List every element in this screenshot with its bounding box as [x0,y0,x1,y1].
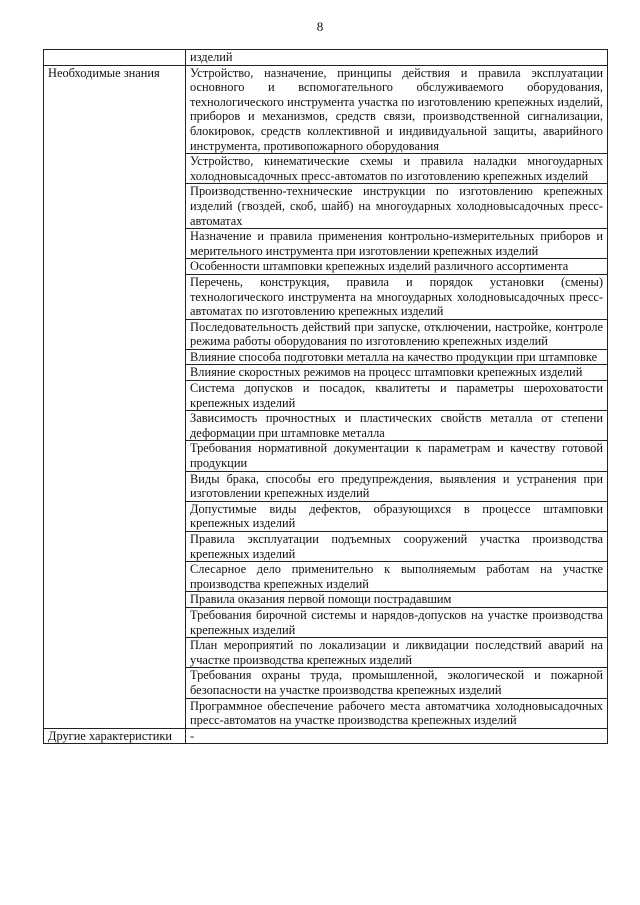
knowledge-item: Последовательность действий при запуске, отключении, настройке, контроле режима работы оборудования по изготовлению крепежных изделий [186,319,608,349]
knowledge-item: Требования охраны труда, промышленной, экологической и пожарной безопасности на участке производства крепежных изделий [186,668,608,698]
knowledge-item: Зависимость прочностных и пластических свойств металла от степени деформации при штамповке металла [186,411,608,441]
knowledge-item: Правила эксплуатации подъемных сооружений участка производства крепежных изделий [186,532,608,562]
table-row [44,50,608,66]
qualification-table [43,49,608,744]
table-row [44,65,608,154]
other-characteristics-label: Другие характеристики [44,728,186,744]
continuation-cell: изделий [186,50,608,66]
knowledge-item: Влияние скоростных режимов на процесс штамповки крепежных изделий [186,365,608,381]
knowledge-item: План мероприятий по локализации и ликвидации последствий аварий на участке производства крепежных изделий [186,638,608,668]
empty-label-cell [44,50,186,66]
knowledge-item: Требования бирочной системы и нарядов-допусков на участке производства крепежных изделий [186,607,608,637]
knowledge-item: Слесарное дело применительно к выполняемым работам на участке производства крепежных изделий [186,562,608,592]
knowledge-item: Влияние способа подготовки металла на качество продукции при штамповке [186,349,608,365]
knowledge-item: Виды брака, способы его предупреждения, выявления и устранения при изготовлении крепежных изделий [186,471,608,501]
knowledge-item: Требования нормативной документации к параметрам и качеству готовой продукции [186,441,608,471]
knowledge-item: Система допусков и посадок, квалитеты и параметры шероховатости крепежных изделий [186,381,608,411]
knowledge-item: Допустимые виды дефектов, образующихся в процессе штамповки крепежных изделий [186,501,608,531]
knowledge-item: Устройство, кинематические схемы и правила наладки многоударных холодновысадочных пресс-автоматов по изготовлению крепежных изделий [186,154,608,184]
knowledge-item: Устройство, назначение, принципы действия и правила эксплуатации основного и вспомогательного обслуживаемого оборудования, технологического инструмента участка по изготовлению крепежных изделий, приборов и механизмов, средств связи, производственной сигнализации, блокировок, средств коллективной и индивидуальной защиты, аварийного инструмента, противопожарного оборудования [186,65,608,154]
knowledge-item: Программное обеспечение рабочего места автоматчика холодновысадочных пресс-автоматов на участке производства крепежных изделий [186,698,608,728]
knowledge-item: Правила оказания первой помощи пострадавшим [186,592,608,608]
other-characteristics-value: - [186,728,608,744]
page-number: 8 [316,19,324,34]
knowledge-item: Производственно-технические инструкции по изготовлению крепежных изделий (гвоздей, скоб, шайб) на многоударных холодновысадочных пресс-автоматах [186,184,608,229]
table-row [44,728,608,744]
knowledge-item: Особенности штамповки крепежных изделий различного ассортимента [186,259,608,275]
knowledge-label: Необходимые знания [44,65,186,728]
knowledge-item: Назначение и правила применения контрольно-измерительных приборов и мерительного инструмента при изготовлении крепежных изделий [186,229,608,259]
knowledge-item: Перечень, конструкция, правила и порядок установки (смены) технологического инструмента на многоударных холодновысадочных пресс-автоматах по изготовлению крепежных изделий [186,274,608,319]
